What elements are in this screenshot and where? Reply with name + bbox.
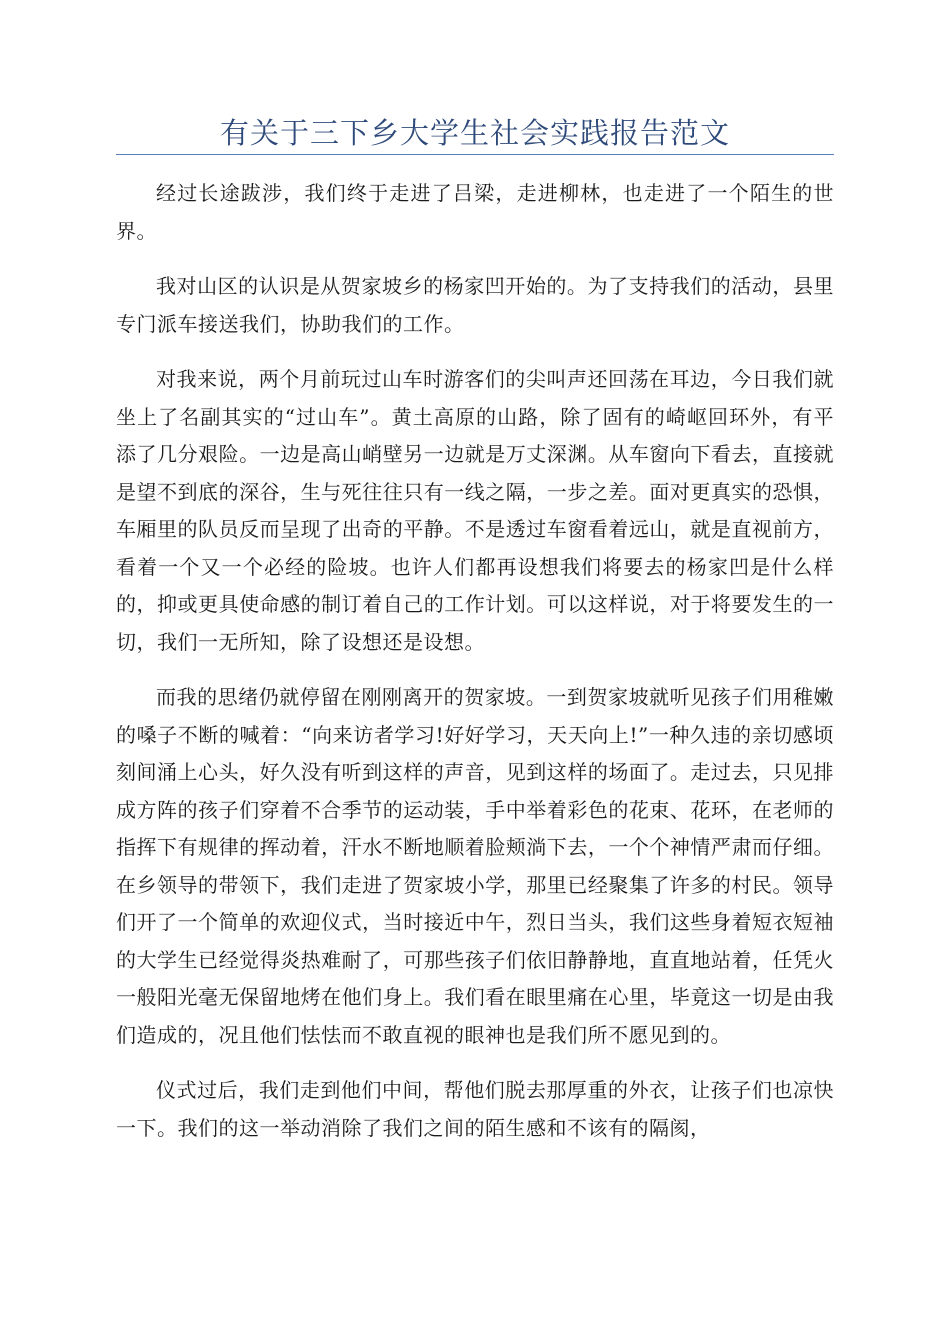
paragraph: 经过长途跋涉，我们终于走进了吕梁，走进柳林，也走进了一个陌生的世界。 bbox=[116, 181, 834, 243]
paragraph: 而我的思绪仍就停留在刚刚离开的贺家坡。一到贺家坡就听见孩子们用稚嫩的嗓子不断的喊着：“向来访者学习!好好学习，天天向上!”一种久违的亲切感顷刻间涌上心头，好久没有听到这样的声音，见到这样的场面了。走过去，只见排成方阵的孩子们穿着不合季节的运动装，手中举着彩色的花束、花环，在老师的指挥下有规律的挥动着，汗水不断地顺着脸颊淌下去，一个个神情严肃而仔细。在乡领导的带领下，我们走进了贺家坡小学，那里已经聚集了许多的村民。领导们开了一个简单的欢迎仪式，当时接近中午，烈日当头，我们这些身着短衣短袖的大学生已经觉得炎热难耐了，可那些孩子们依旧静静地，直直地站着，任凭火一般阳光毫无保留地烤在他们身上。我们看在眼里痛在心里，毕竟这一切是由我们造成的，况且他们怯怯而不敢直视的眼神也是我们所不愿见到的。 bbox=[116, 685, 834, 1047]
title-underline bbox=[116, 154, 834, 155]
document-body bbox=[116, 175, 834, 1165]
paragraph: 对我来说，两个月前玩过山车时游客们的尖叫声还回荡在耳边，今日我们就坐上了名副其实的“过山车”。黄土高原的山路，除了固有的崎岖回环外，有平添了几分艰险。一边是高山峭壁另一边就是万丈深渊。从车窗向下看去，直接就是望不到底的深谷，生与死往往只有一线之隔，一步之差。面对更真实的恐惧，车厢里的队员反而呈现了出奇的平静。不是透过车窗看着远山，就是直视前方，看着一个又一个必经的险坡。也许人们都再设想我们将要去的杨家凹是什么样的，抑或更具使命感的制订着自己的工作计划。可以这样说，对于将要发生的一切，我们一无所知，除了设想还是设想。 bbox=[116, 367, 834, 654]
paragraph: 我对山区的认识是从贺家坡乡的杨家凹开始的。为了支持我们的活动，县里专门派车接送我们，协助我们的工作。 bbox=[116, 274, 834, 336]
document-title: 有关于三下乡大学生社会实践报告范文 bbox=[219, 116, 730, 150]
paragraph: 仪式过后，我们走到他们中间，帮他们脱去那厚重的外衣，让孩子们也凉快一下。我们的这一举动消除了我们之间的陌生感和不该有的隔阂， bbox=[116, 1078, 834, 1140]
